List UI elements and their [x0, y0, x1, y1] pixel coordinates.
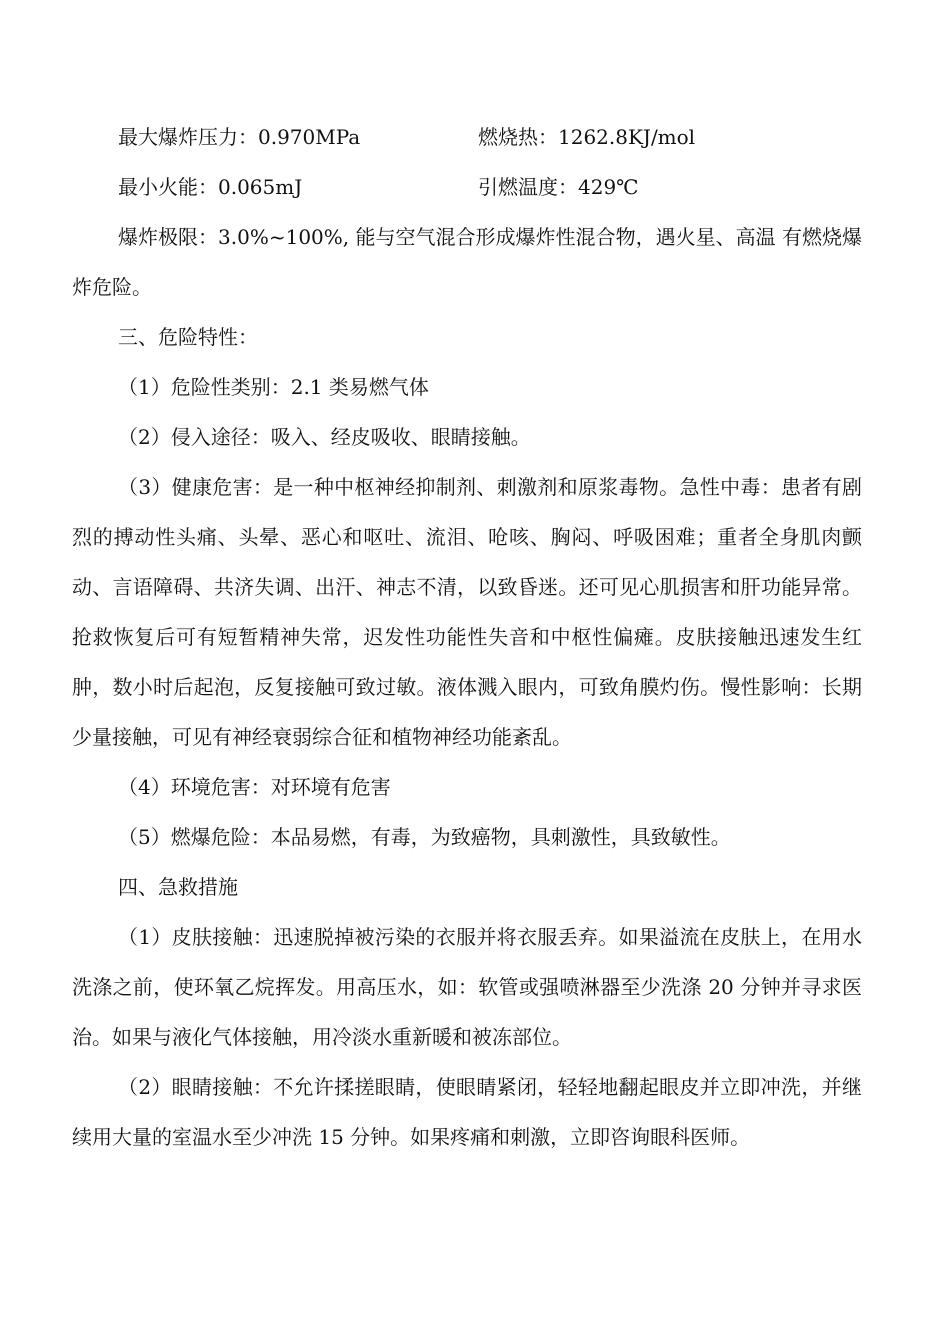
hazard-item-4: （4）环境危害：对环境有危害: [118, 775, 391, 799]
first-aid-item-2: （2）眼睛接触：不允许揉搓眼睛，使眼睛紧闭，轻轻地翻起眼皮并立即冲洗，并继续用大量的室温水至少冲洗 15 分钟。如果疼痛和刺激，立即咨询眼科医师。: [72, 1075, 862, 1149]
hazard-item-3: （3）健康危害：是一种中枢神经抑制剂、刺激剂和原浆毒物。急性中毒：患者有剧烈的搏动性头痛、头晕、恶心和呕吐、流泪、呛咳、胸闷、呼吸困难；重者全身肌肉颤动、言语障碍、共济失调、出汗、神志不清，以致昏迷。还可见心肌损害和肝功能异常。抢救恢复后可有短暂精神失常，迟发性功能性失音和中枢性偏瘫。皮肤接触迅速发生红肿，数小时后起泡，反复接触可致过敏。液体溅入眼内，可致角膜灼伤。慢性影响：长期少量接触，可见有神经衰弱综合征和植物神经功能紊乱。: [72, 475, 862, 749]
property-row-1: [72, 112, 862, 162]
hazard-item-1: （1）危险性类别：2.1 类易燃气体: [118, 375, 429, 399]
first-aid-heading: 四、急救措施: [118, 875, 238, 899]
property-row-2: [72, 162, 862, 212]
hazard-heading: 三、危险特性：: [118, 325, 258, 349]
explosion-limit-paragraph: 爆炸极限：3.0%~100%, 能与空气混合形成爆炸性混合物，遇火星、高温 有燃烧爆炸危险。: [72, 225, 862, 299]
min-ignition-energy: 最小火能：0.065mJ: [118, 175, 303, 199]
document-page: [72, 112, 862, 1162]
ignition-temperature: 引燃温度：429℃: [478, 175, 639, 199]
first-aid-item-1: （1）皮肤接触：迅速脱掉被污染的衣服并将衣服丢弃。如果溢流在皮肤上，在用水洗涤之前，使环氧乙烷挥发。用高压水，如：软管或强喷淋器至少洗涤 20 分钟并寻求医治。如果与液化气体接触，用冷淡水重新暖和被冻部位。: [72, 925, 862, 1049]
hazard-item-2: （2）侵入途径：吸入、经皮吸收、眼睛接触。: [118, 425, 531, 449]
hazard-item-5: （5）燃爆危险：本品易燃，有毒，为致癌物，具刺激性，具致敏性。: [118, 825, 731, 849]
max-explosion-pressure: 最大爆炸压力：0.970MPa: [118, 125, 361, 149]
heat-of-combustion: 燃烧热：1262.8KJ/mol: [478, 125, 696, 149]
